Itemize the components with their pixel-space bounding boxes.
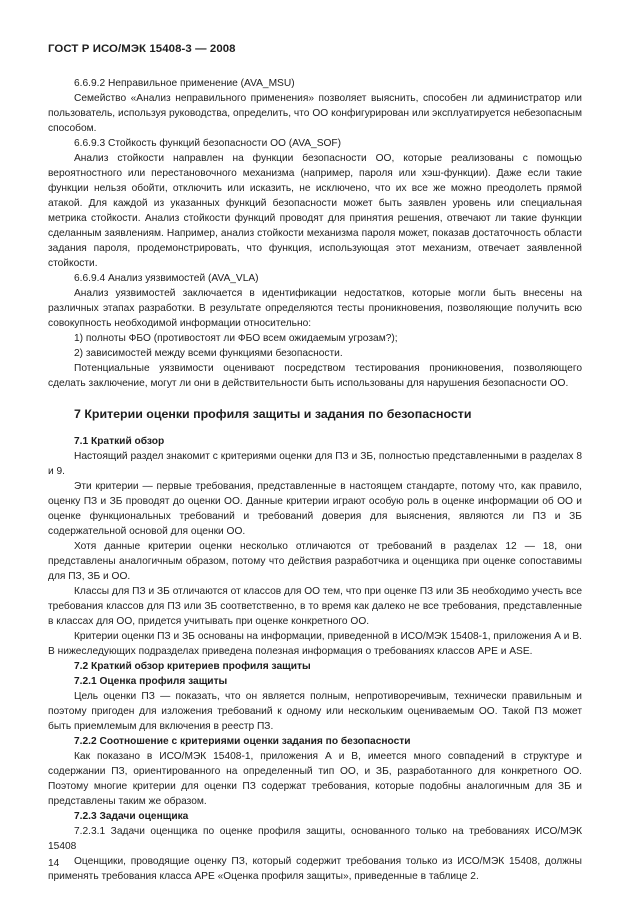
list-item: 1) полноты ФБО (противостоят ли ФБО всем ожидаемым угрозам?); xyxy=(74,333,398,344)
section-7-2-2-text: Как показано в ИСО/МЭК 15408-1, приложения А и В, имеется много совпадений в структуре и содержании ПЗ, ориентированного на определенный тип ОО, и ЗБ, разработанного для конкретного ОО. Поэтому многие критерии для оценки ПЗ содержат требования, которые подобны аналогичным для ЗБ и представлены таким же образом. xyxy=(48,751,582,807)
subsection-6-6-9-4-text: Анализ уязвимостей заключается в идентификации недостатков, которые могли быть внесены на различных этапах разработки. В результате определяются тесты проникновения, позволяющие получить всю совокупность необходимой информации относительно: xyxy=(48,288,582,329)
subsection-6-6-9-2-text: Семейство «Анализ неправильного применения» позволяет выяснить, способен ли администратор или пользователь, используя руководства, определить, что ОО конфигурирован или эксплуатируется небезопасным способом. xyxy=(48,93,582,134)
subsection-6-6-9-4-conclusion: Потенциальные уязвимости оценивают посредством тестирования проникновения, позволяющего сделать заключение, могут ли они в действительности быть использованы для нарушения безопасности ОО. xyxy=(48,363,582,389)
section-7-2-3-title: 7.2.3 Задачи оценщика xyxy=(74,811,189,822)
subsection-6-6-9-3-text: Анализ стойкости направлен на функции безопасности ОО, которые реализованы с помощью вероятностного или перестановочного механизма (например, пароля или хэш-функции). Даже если такие функции нельзя обойти, отключить или исказить, не исключено, что их все же можно преодолеть прямой атакой. Для каждой из указанных функций безопасности может быть заявлен уровень или специальная метрика стойкости. Анализ стойкости функций проводят для принятия решения, отвечают ли такие функции сделанным заявлениям. Например, анализ стойкости механизма пароля может, показав достаточность области задания пароля, продемонстрировать, что функция, использующая этот механизм, отвечает заявленной стойкости. xyxy=(48,153,582,269)
section-7-title: 7 Критерии оценки профиля защиты и задания по безопасности xyxy=(74,407,472,421)
document-header: ГОСТ Р ИСО/МЭК 15408-3 — 2008 xyxy=(48,43,236,55)
section-7-1-title: 7.1 Краткий обзор xyxy=(74,436,165,447)
section-7-2-2-title: 7.2.2 Соотношение с критериями оценки задания по безопасности xyxy=(74,736,411,747)
subsection-6-6-9-4-heading: 6.6.9.4 Анализ уязвимостей (AVA_VLA) xyxy=(74,273,259,284)
section-7-1-paragraph: Классы для ПЗ и ЗБ отличаются от классов для ОО тем, что при оценке ПЗ или ЗБ необходимо учесть все требования классов для ПЗ или ЗБ соответственно, в то время как далеко не все требования, представленные в классах для ОО, придется учитывать при оценке конкретного ОО. xyxy=(48,586,582,627)
list-item: 2) зависимостей между всеми функциями безопасности. xyxy=(74,348,343,359)
section-7-2-1-title: 7.2.1 Оценка профиля защиты xyxy=(74,676,228,687)
section-7-2-3-1-text: Оценщики, проводящие оценку ПЗ, который содержит требования только из ИСО/МЭК 15408, должны применять требования класса АРЕ «Оценка профиля защиты», приведенные в таблице 2. xyxy=(48,856,582,882)
subsection-6-6-9-3-heading: 6.6.9.3 Стойкость функций безопасности ОО (AVA_SOF) xyxy=(74,138,342,149)
page-number: 14 xyxy=(48,858,60,869)
section-7-2-title: 7.2 Краткий обзор критериев профиля защиты xyxy=(74,661,311,672)
section-7-1-paragraph: Критерии оценки ПЗ и ЗБ основаны на информации, приведенной в ИСО/МЭК 15408-1, приложения А и В. В нижеследующих подразделах приведена полезная информация о требованиях классов АРЕ и ASE. xyxy=(48,631,582,657)
section-7-2-3-1-heading: 7.2.3.1 Задачи оценщика по оценке профиля защиты, основанного только на требованиях ИСО/МЭК 15408 xyxy=(48,826,582,852)
section-7-1-paragraph: Эти критерии — первые требования, представленные в настоящем стандарте, потому что, как правило, оценку ПЗ и ЗБ проводят до оценки ОО. Данные критерии играют особую роль в оценке информации об ОО и оценке функциональных требований и требований доверия для выяснения, являются ли ПЗ и ЗБ содержательной основой для оценки ОО. xyxy=(48,481,582,537)
section-7-2-1-text: Цель оценки ПЗ — показать, что он является полным, непротиворечивым, технически правильным и поэтому пригоден для изложения требований к одному или нескольким оцениваемым ОО. Такой ПЗ может быть приемлемым для включения в реестр ПЗ. xyxy=(48,691,582,732)
subsection-6-6-9-2-heading: 6.6.9.2 Неправильное применение (AVA_MSU) xyxy=(74,78,295,89)
section-7-1-paragraph: Хотя данные критерии оценки несколько отличаются от требований в разделах 12 — 18, они представлены аналогичным образом, потому что действия разработчика и оценщика при оценке сопоставимы для ПЗ, ЗБ и ОО. xyxy=(48,541,582,582)
section-7-1-paragraph: Настоящий раздел знакомит с критериями оценки для ПЗ и ЗБ, полностью представленными в разделах 8 и 9. xyxy=(48,451,582,477)
